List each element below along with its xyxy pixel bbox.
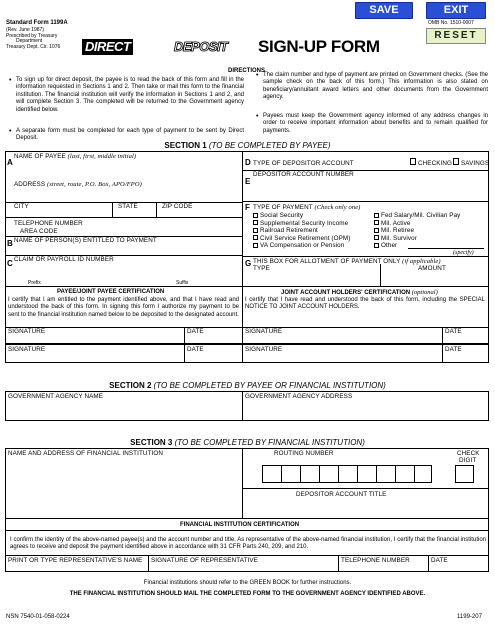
allotment-type-label: TYPE xyxy=(253,265,270,272)
fi-date-label: DATE xyxy=(431,557,448,564)
telephone-label: TELEPHONE NUMBER xyxy=(14,220,83,227)
label-g: G xyxy=(245,259,252,268)
joint-cert-title: JOINT ACCOUNT HOLDERS' CERTIFICATION (optional) xyxy=(281,289,438,296)
payee-signature-label: SIGNATURE xyxy=(8,328,46,335)
check-label: CHECK xyxy=(457,450,480,457)
checkbox[interactable] xyxy=(253,235,258,240)
check-digit-input[interactable] xyxy=(455,465,474,483)
section2-title: SECTION 2 xyxy=(109,381,152,390)
checkbox[interactable] xyxy=(253,213,258,218)
checkbox[interactable] xyxy=(374,228,379,233)
agency-address-label: GOVERNMENT AGENCY ADDRESS xyxy=(245,393,353,400)
section3-subtitle: (TO BE COMPLETED BY FINANCIAL INSTITUTION) xyxy=(174,438,365,447)
payee-date-2-label: DATE xyxy=(187,346,204,353)
savings-label: SAVINGS xyxy=(461,160,490,167)
section3-heading xyxy=(0,438,495,447)
direction-right-2: • Payees must keep the Government agency informed of any address changes in order to receive important information about benefits and to remain qualified for payments. xyxy=(263,113,488,135)
claim-number-label: CLAIM OR PAYROLL ID NUMBER xyxy=(14,256,114,263)
payment-option-civil-service[interactable]: Civil Service Retirement (OPM) xyxy=(253,235,350,242)
form-code: 1199-207 xyxy=(457,614,482,620)
checkbox[interactable] xyxy=(374,213,379,218)
account-type-label: TYPE OF DEPOSITOR ACCOUNT xyxy=(253,160,354,167)
label-d: D xyxy=(245,158,251,167)
payment-option-social-security[interactable]: Social Security xyxy=(253,212,303,219)
account-number-label: DEPOSITOR ACCOUNT NUMBER xyxy=(253,171,354,178)
directions-heading: DIRECTIONS xyxy=(228,68,266,74)
agency-address-input[interactable] xyxy=(245,402,485,418)
direction-right-1: • The claim number and type of payment are printed on Government checks. (See the sample check on the back of this form.) This information is also stated on beneficiary/annuitant award letters and other documents from the Government agency. xyxy=(263,72,488,102)
routing-number-input[interactable] xyxy=(262,465,432,483)
rev-date: (Rev. June 1987) xyxy=(6,27,44,33)
payment-option-fed-salary[interactable]: Fed Salary/Mil. Civilian Pay xyxy=(374,212,460,219)
address-label: ADDRESS (street, route, P.O. Box, APO/FPO) xyxy=(14,181,142,188)
payee-cert-text: I certify that I am entitled to the payment identified above, and that I have read and understood the back of this form. In signing this form I authorize my payment to be sent to the financial institution named below to be deposited to the designated account. xyxy=(8,297,239,318)
joint-signature-2-label: SIGNATURE xyxy=(245,346,283,353)
checkbox[interactable] xyxy=(253,243,258,248)
routing-number-label: ROUTING NUMBER xyxy=(274,450,334,457)
specify-hint: (specify) xyxy=(453,250,474,256)
payment-type-label: TYPE OF PAYMENT (Check only one) xyxy=(253,204,361,211)
joint-date-label: DATE xyxy=(445,328,462,335)
payee-cert-title: PAYEE/JOINT PAYEE CERTIFICATION xyxy=(57,289,165,295)
save-button[interactable]: SAVE xyxy=(355,2,413,19)
savings-checkbox[interactable] xyxy=(453,158,459,165)
rep-signature-label: SIGNATURE OF REPRESENTATIVE xyxy=(151,557,258,564)
label-c: C xyxy=(7,259,13,268)
prescribed-department: Department xyxy=(16,38,43,44)
prescribed-by: Prescribed by Treasury xyxy=(6,33,58,39)
section1-heading xyxy=(0,141,495,150)
section1-title: SECTION 1 xyxy=(164,141,207,150)
treasury-circular: Treasury Dept. Cir. 1076 xyxy=(6,44,61,50)
mail-notice: THE FINANCIAL INSTITUTION SHOULD MAIL THE COMPLETED FORM TO THE GOVERNMENT AGENCY IDENTIFIED ABOVE. xyxy=(69,591,426,597)
suffix-label: Suffix xyxy=(176,280,189,286)
form-number: Standard Form 1199A xyxy=(6,20,68,26)
fi-name-label: NAME AND ADDRESS OF FINANCIAL INSTITUTION xyxy=(8,450,164,457)
city-label: CITY xyxy=(14,203,29,210)
area-code-label: AREA CODE xyxy=(20,228,58,235)
payee-date-label: DATE xyxy=(187,328,204,335)
nsn-number: NSN 7540-01-058-0224 xyxy=(6,614,70,620)
name-of-payee-label: NAME OF PAYEE (last, first, middle initial) xyxy=(14,153,137,160)
direction-left-2: • A separate form must be completed for each type of payment to be sent by Direct Deposit. xyxy=(16,128,244,143)
payment-option-mil-retiree[interactable]: Mil. Retiree xyxy=(374,227,414,234)
reset-button[interactable]: RESET xyxy=(426,28,486,44)
joint-signature-label: SIGNATURE xyxy=(245,328,283,335)
print-name-label: PRINT OR TYPE REPRESENTATIVE'S NAME xyxy=(8,557,143,564)
payment-option-va[interactable]: VA Compensation or Pension xyxy=(253,242,344,249)
fi-telephone-label: TELEPHONE NUMBER xyxy=(341,557,410,564)
persons-entitled-label: NAME OF PERSON(S) ENTITLED TO PAYMENT xyxy=(14,237,157,244)
account-number-input[interactable] xyxy=(253,180,483,194)
agency-name-input[interactable] xyxy=(8,402,238,418)
direction-left-1: • To sign up for direct deposit, the payee is to read the back of this form and fill in the information requested in Sections 1 and 2. Then take or mail this form to the financial institution. The financial institution will verify the information in Sections 1 and 2, and will complete Section 3. The completed will be returned to the Government agency identified below. xyxy=(16,77,244,114)
omb-number: OMB No. 1510-0007 xyxy=(428,20,474,26)
payee-name-input[interactable] xyxy=(12,163,240,175)
joint-date-2-label: DATE xyxy=(445,346,462,353)
section2-heading xyxy=(0,381,495,390)
label-b: B xyxy=(7,239,13,248)
exit-button[interactable]: EXIT xyxy=(426,2,486,19)
checkbox[interactable] xyxy=(253,220,258,225)
checking-checkbox[interactable] xyxy=(410,158,416,165)
label-f: F xyxy=(245,203,250,212)
payment-option-other[interactable]: Other xyxy=(374,242,397,249)
fi-cert-title: FINANCIAL INSTITUTION CERTIFICATION xyxy=(180,522,300,528)
zip-label: ZIP CODE xyxy=(162,203,193,210)
green-book-note: Financial institutions should refer to the GREEN BOOK for further instructions. xyxy=(143,580,352,586)
agency-name-label: GOVERNMENT AGENCY NAME xyxy=(8,393,104,400)
label-e: E xyxy=(245,177,251,186)
section3-title: SECTION 3 xyxy=(130,438,173,447)
payment-option-mil-survivor[interactable]: Mil. Survivor xyxy=(374,235,417,242)
logo-deposit: DEPOSIT xyxy=(171,39,231,55)
section1-subtitle: (TO BE COMPLETED BY PAYEE) xyxy=(208,141,331,150)
form-title: SIGN-UP FORM xyxy=(258,37,380,56)
joint-cert-text: I certify that I have read and understood the back of this form, including the SPECIAL NOTICE TO JOINT ACCOUNT HOLDERS. xyxy=(245,297,485,311)
checkbox[interactable] xyxy=(253,228,258,233)
payment-option-railroad[interactable]: Railroad Retirement xyxy=(253,227,318,234)
address-input[interactable] xyxy=(12,189,240,201)
checking-label: CHECKING xyxy=(418,160,453,167)
state-label: STATE xyxy=(118,203,138,210)
prefix-label: Prefix xyxy=(28,280,41,286)
allotment-amount-label: AMOUNT xyxy=(418,265,446,272)
payment-option-ssi[interactable]: Supplemental Security Income xyxy=(253,220,348,227)
checkbox[interactable] xyxy=(374,243,379,248)
fi-cert-text: I confirm the identity of the above-named payee(s) and the account number and title. As representative of the above-named financial institution, I certify that the financial institution agrees to receive and deposit the payment identified above in accordance with 31 CFR Parts 240, 209, and 210. xyxy=(10,537,486,551)
digit-label: DIGIT xyxy=(459,457,477,464)
label-a: A xyxy=(7,158,13,167)
depositor-account-title-label: DEPOSITOR ACCOUNT TITLE xyxy=(296,491,387,498)
section2-subtitle: (TO BE COMPLETED BY PAYEE OR FINANCIAL INSTITUTION) xyxy=(153,381,386,390)
checkbox[interactable] xyxy=(374,235,379,240)
payee-signature-2-label: SIGNATURE xyxy=(8,346,46,353)
checkbox[interactable] xyxy=(374,220,379,225)
logo-direct: DIRECT xyxy=(82,39,133,55)
payment-option-mil-active[interactable]: Mil. Active xyxy=(374,220,410,227)
allotment-label: THIS BOX FOR ALLOTMENT OF PAYMENT ONLY (if applicable) xyxy=(253,258,441,265)
